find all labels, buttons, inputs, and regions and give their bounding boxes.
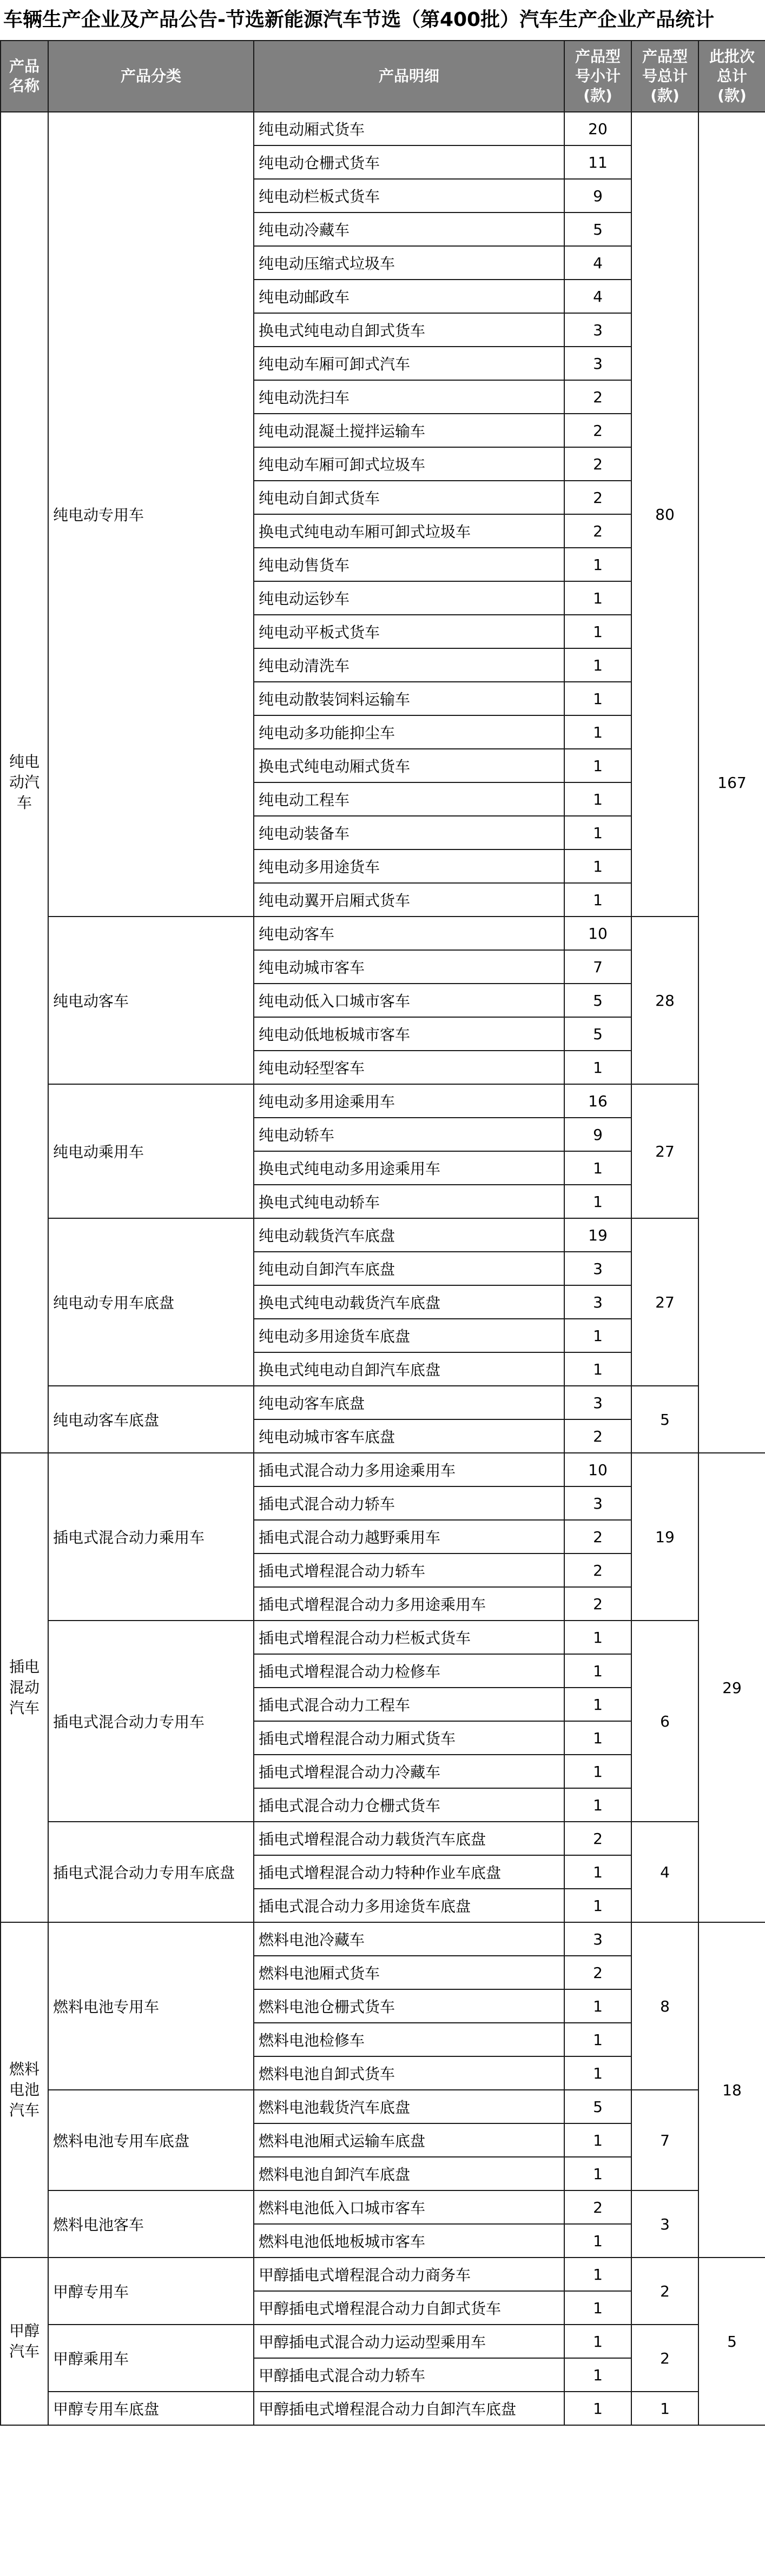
model-count-cell: 2: [564, 514, 631, 548]
product-detail-cell: 甲醇插电式混合动力运动型乘用车: [254, 2325, 564, 2358]
product-detail-cell: 燃料电池载货汽车底盘: [254, 2090, 564, 2123]
model-count-cell: 1: [564, 1688, 631, 1721]
model-total-cell: 27: [631, 1084, 698, 1218]
model-count-cell: 16: [564, 1084, 631, 1118]
model-count-cell: 1: [564, 1654, 631, 1688]
model-count-cell: 5: [564, 2090, 631, 2123]
product-detail-cell: 换电式纯电动自卸汽车底盘: [254, 1352, 564, 1386]
model-count-cell: 2: [564, 1553, 631, 1587]
product-detail-cell: 纯电动多用途货车底盘: [254, 1319, 564, 1352]
product-detail-cell: 纯电动平板式货车: [254, 615, 564, 648]
product-detail-cell: 纯电动低地板城市客车: [254, 1017, 564, 1051]
table-row: [1, 1218, 765, 1252]
product-detail-cell: 插电式增程混合动力特种作业车底盘: [254, 1855, 564, 1889]
model-count-cell: 3: [564, 1922, 631, 1956]
product-detail-cell: 纯电动客车底盘: [254, 1386, 564, 1419]
page-title: 车辆生产企业及产品公告-节选新能源汽车节选（第400批）汽车生产企业产品统计: [3, 9, 715, 31]
model-count-cell: 2: [564, 1520, 631, 1553]
group-name-cell: 纯电动汽车: [1, 112, 48, 1453]
product-detail-cell: 纯电动自卸汽车底盘: [254, 1252, 564, 1285]
table-row: [1, 1453, 765, 1486]
product-detail-cell: 甲醇插电式增程混合动力商务车: [254, 2258, 564, 2291]
model-count-cell: 1: [564, 1989, 631, 2023]
model-count-cell: 2: [564, 447, 631, 481]
table-row: [1, 2190, 765, 2224]
model-total-cell: 5: [631, 1386, 698, 1453]
category-name-cell: 燃料电池专用车底盘: [48, 2090, 254, 2190]
model-count-cell: 19: [564, 1218, 631, 1252]
product-detail-cell: 插电式混合动力越野乘用车: [254, 1520, 564, 1553]
product-detail-cell: 纯电动售货车: [254, 548, 564, 581]
table-row: [1, 1386, 765, 1419]
model-count-cell: 1: [564, 2358, 631, 2392]
batch-total-cell: 18: [698, 1922, 765, 2258]
product-detail-cell: 纯电动压缩式垃圾车: [254, 246, 564, 280]
product-detail-cell: 纯电动散装饲料运输车: [254, 682, 564, 715]
product-detail-cell: 纯电动城市客车底盘: [254, 1419, 564, 1453]
table-row: [1, 1922, 765, 1956]
table-row: [1, 112, 765, 145]
model-total-cell: 19: [631, 1453, 698, 1621]
group-name-cell: 插电混动汽车: [1, 1453, 48, 1922]
model-count-cell: 1: [564, 1755, 631, 1788]
model-count-cell: 1: [564, 1185, 631, 1218]
table-row: [1, 2090, 765, 2123]
model-count-cell: 20: [564, 112, 631, 145]
product-detail-cell: 插电式增程混合动力轿车: [254, 1553, 564, 1587]
model-count-cell: 2: [564, 1587, 631, 1621]
header-batch-total: 此批次总计(款): [698, 41, 765, 112]
batch-total-cell: 167: [698, 112, 765, 1453]
model-total-cell: 2: [631, 2258, 698, 2325]
product-detail-cell: 燃料电池仓栅式货车: [254, 1989, 564, 2023]
model-count-cell: 9: [564, 179, 631, 213]
model-count-cell: 1: [564, 2392, 631, 2425]
model-count-cell: 1: [564, 816, 631, 849]
product-detail-cell: 纯电动邮政车: [254, 280, 564, 313]
model-count-cell: 1: [564, 1621, 631, 1654]
model-count-cell: 3: [564, 313, 631, 347]
product-detail-cell: 插电式增程混合动力冷藏车: [254, 1755, 564, 1788]
product-detail-cell: 换电式纯电动厢式货车: [254, 749, 564, 782]
model-count-cell: 3: [564, 1486, 631, 1520]
model-count-cell: 1: [564, 1352, 631, 1386]
model-count-cell: 1: [564, 749, 631, 782]
category-name-cell: 插电式混合动力专用车: [48, 1621, 254, 1822]
model-count-cell: 5: [564, 1017, 631, 1051]
product-detail-cell: 纯电动低入口城市客车: [254, 984, 564, 1017]
category-name-cell: 纯电动客车: [48, 917, 254, 1084]
product-detail-cell: 换电式纯电动车厢可卸式垃圾车: [254, 514, 564, 548]
model-count-cell: 2: [564, 1419, 631, 1453]
model-total-cell: 28: [631, 917, 698, 1084]
model-count-cell: 1: [564, 782, 631, 816]
product-detail-cell: 纯电动城市客车: [254, 950, 564, 984]
product-detail-cell: 燃料电池检修车: [254, 2023, 564, 2056]
model-total-cell: 27: [631, 1218, 698, 1386]
model-count-cell: 1: [564, 715, 631, 749]
model-count-cell: 3: [564, 1386, 631, 1419]
product-detail-cell: 换电式纯电动轿车: [254, 1185, 564, 1218]
model-count-cell: 10: [564, 917, 631, 950]
product-detail-cell: 甲醇插电式增程混合动力自卸汽车底盘: [254, 2392, 564, 2425]
product-detail-cell: 纯电动多用途乘用车: [254, 1084, 564, 1118]
model-count-cell: 7: [564, 950, 631, 984]
product-detail-cell: 燃料电池冷藏车: [254, 1922, 564, 1956]
header-product-name: 产品名称: [1, 41, 48, 112]
model-count-cell: 1: [564, 1319, 631, 1352]
table-row: [1, 1621, 765, 1654]
product-detail-cell: 纯电动多用途货车: [254, 849, 564, 883]
model-count-cell: 5: [564, 213, 631, 246]
model-count-cell: 2: [564, 380, 631, 414]
model-count-cell: 3: [564, 1252, 631, 1285]
model-count-cell: 1: [564, 548, 631, 581]
batch-total-cell: 5: [698, 2258, 765, 2425]
product-detail-cell: 燃料电池厢式运输车底盘: [254, 2123, 564, 2157]
product-detail-cell: 换电式纯电动自卸式货车: [254, 313, 564, 347]
product-detail-cell: 纯电动翼开启厢式货车: [254, 883, 564, 917]
category-name-cell: 插电式混合动力专用车底盘: [48, 1822, 254, 1922]
table-row: [1, 917, 765, 950]
header-row: [1, 41, 765, 112]
statistics-table: [0, 40, 765, 2426]
product-detail-cell: 纯电动厢式货车: [254, 112, 564, 145]
product-detail-cell: 燃料电池自卸式货车: [254, 2056, 564, 2090]
model-count-cell: 9: [564, 1118, 631, 1151]
model-count-cell: 1: [564, 1721, 631, 1755]
model-count-cell: 1: [564, 1889, 631, 1922]
product-detail-cell: 纯电动冷藏车: [254, 213, 564, 246]
model-total-cell: 2: [631, 2325, 698, 2392]
product-detail-cell: 纯电动栏板式货车: [254, 179, 564, 213]
model-count-cell: 1: [564, 648, 631, 682]
category-name-cell: 燃料电池客车: [48, 2190, 254, 2258]
product-detail-cell: 插电式增程混合动力载货汽车底盘: [254, 1822, 564, 1855]
category-name-cell: 纯电动客车底盘: [48, 1386, 254, 1453]
model-count-cell: 3: [564, 1285, 631, 1319]
category-name-cell: 纯电动乘用车: [48, 1084, 254, 1218]
product-detail-cell: 燃料电池低入口城市客车: [254, 2190, 564, 2224]
product-detail-cell: 纯电动自卸式货车: [254, 481, 564, 514]
model-count-cell: 1: [564, 2224, 631, 2258]
model-count-cell: 2: [564, 2190, 631, 2224]
table-row: [1, 1822, 765, 1855]
model-count-cell: 1: [564, 2123, 631, 2157]
table-row: [1, 1084, 765, 1118]
product-detail-cell: 纯电动轻型客车: [254, 1051, 564, 1084]
product-detail-cell: 纯电动车厢可卸式垃圾车: [254, 447, 564, 481]
model-count-cell: 1: [564, 1788, 631, 1822]
product-detail-cell: 纯电动车厢可卸式汽车: [254, 347, 564, 380]
category-name-cell: 插电式混合动力乘用车: [48, 1453, 254, 1621]
product-detail-cell: 换电式纯电动载货汽车底盘: [254, 1285, 564, 1319]
category-name-cell: 燃料电池专用车: [48, 1922, 254, 2090]
product-detail-cell: 插电式混合动力轿车: [254, 1486, 564, 1520]
model-count-cell: 1: [564, 1855, 631, 1889]
product-detail-cell: 纯电动装备车: [254, 816, 564, 849]
model-count-cell: 2: [564, 1822, 631, 1855]
model-count-cell: 1: [564, 1051, 631, 1084]
model-total-cell: 8: [631, 1922, 698, 2090]
model-count-cell: 1: [564, 1151, 631, 1185]
header-model-total: 产品型号总计(款): [631, 41, 698, 112]
header-product-detail: 产品明细: [254, 41, 564, 112]
model-count-cell: 2: [564, 481, 631, 514]
model-count-cell: 3: [564, 347, 631, 380]
product-detail-cell: 插电式增程混合动力厢式货车: [254, 1721, 564, 1755]
model-total-cell: 80: [631, 112, 698, 917]
model-count-cell: 1: [564, 883, 631, 917]
product-detail-cell: 插电式混合动力多用途乘用车: [254, 1453, 564, 1486]
model-total-cell: 6: [631, 1621, 698, 1822]
product-detail-cell: 插电式混合动力仓栅式货车: [254, 1788, 564, 1822]
product-detail-cell: 燃料电池低地板城市客车: [254, 2224, 564, 2258]
product-detail-cell: 纯电动工程车: [254, 782, 564, 816]
product-detail-cell: 燃料电池厢式货车: [254, 1956, 564, 1989]
table-body: [1, 112, 765, 2425]
product-detail-cell: 纯电动仓栅式货车: [254, 145, 564, 179]
model-total-cell: 3: [631, 2190, 698, 2258]
product-detail-cell: 纯电动混凝土搅拌运输车: [254, 414, 564, 447]
category-name-cell: 纯电动专用车底盘: [48, 1218, 254, 1386]
model-count-cell: 4: [564, 280, 631, 313]
model-count-cell: 10: [564, 1453, 631, 1486]
product-detail-cell: 纯电动载货汽车底盘: [254, 1218, 564, 1252]
product-detail-cell: 甲醇插电式混合动力轿车: [254, 2358, 564, 2392]
product-detail-cell: 插电式混合动力工程车: [254, 1688, 564, 1721]
product-detail-cell: 插电式增程混合动力栏板式货车: [254, 1621, 564, 1654]
model-count-cell: 5: [564, 984, 631, 1017]
product-detail-cell: 插电式增程混合动力检修车: [254, 1654, 564, 1688]
product-detail-cell: 纯电动轿车: [254, 1118, 564, 1151]
product-detail-cell: 纯电动清洗车: [254, 648, 564, 682]
table-row: [1, 2258, 765, 2291]
model-count-cell: 4: [564, 246, 631, 280]
table-row: [1, 2325, 765, 2358]
model-count-cell: 1: [564, 2157, 631, 2190]
model-count-cell: 2: [564, 1956, 631, 1989]
model-count-cell: 1: [564, 2325, 631, 2358]
header-model-count: 产品型号小计(款): [564, 41, 631, 112]
table-row: [1, 2392, 765, 2425]
product-detail-cell: 纯电动运钞车: [254, 581, 564, 615]
model-total-cell: 7: [631, 2090, 698, 2190]
group-name-cell: 甲醇汽车: [1, 2258, 48, 2425]
product-detail-cell: 纯电动客车: [254, 917, 564, 950]
batch-total-cell: 29: [698, 1453, 765, 1922]
category-name-cell: 甲醇乘用车: [48, 2325, 254, 2392]
model-total-cell: 1: [631, 2392, 698, 2425]
model-count-cell: 1: [564, 581, 631, 615]
model-count-cell: 2: [564, 414, 631, 447]
category-name-cell: 甲醇专用车底盘: [48, 2392, 254, 2425]
model-count-cell: 1: [564, 2291, 631, 2325]
model-count-cell: 11: [564, 145, 631, 179]
product-detail-cell: 甲醇插电式增程混合动力自卸式货车: [254, 2291, 564, 2325]
product-detail-cell: 纯电动多功能抑尘车: [254, 715, 564, 749]
model-count-cell: 1: [564, 682, 631, 715]
category-name-cell: 甲醇专用车: [48, 2258, 254, 2325]
model-count-cell: 1: [564, 2023, 631, 2056]
product-detail-cell: 插电式增程混合动力多用途乘用车: [254, 1587, 564, 1621]
group-name-cell: 燃料电池汽车: [1, 1922, 48, 2258]
product-detail-cell: 插电式混合动力多用途货车底盘: [254, 1889, 564, 1922]
model-count-cell: 1: [564, 2258, 631, 2291]
product-detail-cell: 燃料电池自卸汽车底盘: [254, 2157, 564, 2190]
model-total-cell: 4: [631, 1822, 698, 1922]
model-count-cell: 1: [564, 849, 631, 883]
model-count-cell: 1: [564, 2056, 631, 2090]
product-detail-cell: 纯电动洗扫车: [254, 380, 564, 414]
header-product-category: 产品分类: [48, 41, 254, 112]
product-detail-cell: 换电式纯电动多用途乘用车: [254, 1151, 564, 1185]
model-count-cell: 1: [564, 615, 631, 648]
category-name-cell: 纯电动专用车: [48, 112, 254, 917]
